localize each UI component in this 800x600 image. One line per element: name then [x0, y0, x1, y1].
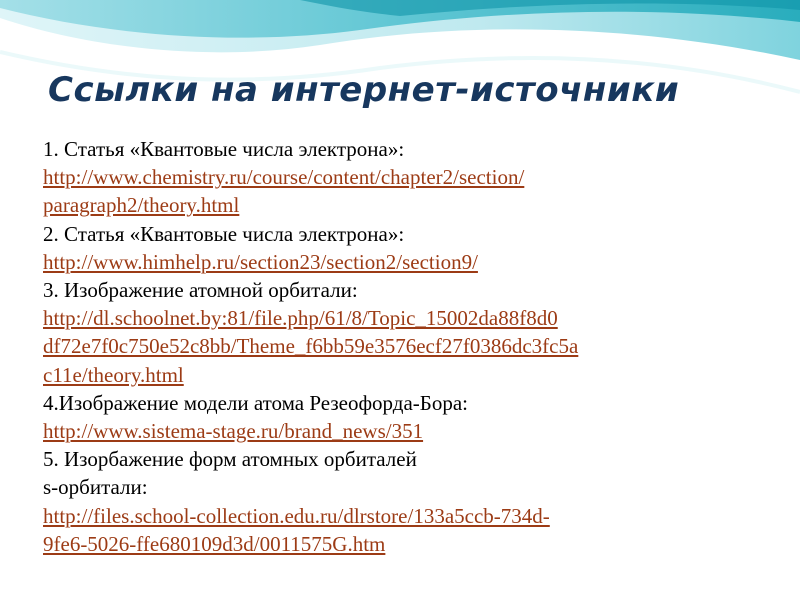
source-5-caption: 5. Изорбажение форм атомных орбиталей [43, 447, 417, 472]
slide-title: Ссылки на интернет-источники [48, 70, 680, 110]
source-2-caption: 2. Статья «Квантовые числа электрона»: [43, 221, 405, 246]
source-2-link[interactable]: http://www.himhelp.ru/section23/section2/section9/ [43, 249, 478, 274]
source-3-link-line-2[interactable]: df72e7f0c750e52c8bb/Theme_f6bb59e3576ecf27f0386dc3fc5a [43, 334, 579, 359]
source-1-link-line-1[interactable]: http://www.chemistry.ru/course/content/chapter2/section/ [43, 165, 525, 190]
source-5-link-line-2[interactable]: 9fe6-5026-ffe680109d3d/0011575G.htm [43, 531, 386, 556]
source-3-caption: 3. Изображение атомной орбитали: [43, 278, 358, 303]
source-1-caption: 1. Статья «Квантовые числа электрона»: [43, 137, 405, 161]
source-1-link-line-2[interactable]: paragraph2/theory.html [43, 193, 240, 218]
source-5-subcaption: s-орбитали: [43, 475, 148, 500]
source-4-caption: 4.Изображение модели атома Резеофорда-Бора: [43, 390, 468, 415]
source-3-link-line-3[interactable]: c11e/theory.html [43, 362, 184, 387]
source-5-link-line-1[interactable]: http://files.school-collection.edu.ru/dlrstore/133a5ccb-734d- [43, 503, 550, 528]
source-4-link[interactable]: http://www.sistema-stage.ru/brand_news/351 [43, 419, 424, 444]
source-3-link-line-1[interactable]: http://dl.schoolnet.by:81/file.php/61/8/Topic_15002da88f8d0 [43, 306, 558, 331]
header-wave-decoration [0, 0, 800, 130]
sources-list [43, 135, 795, 558]
